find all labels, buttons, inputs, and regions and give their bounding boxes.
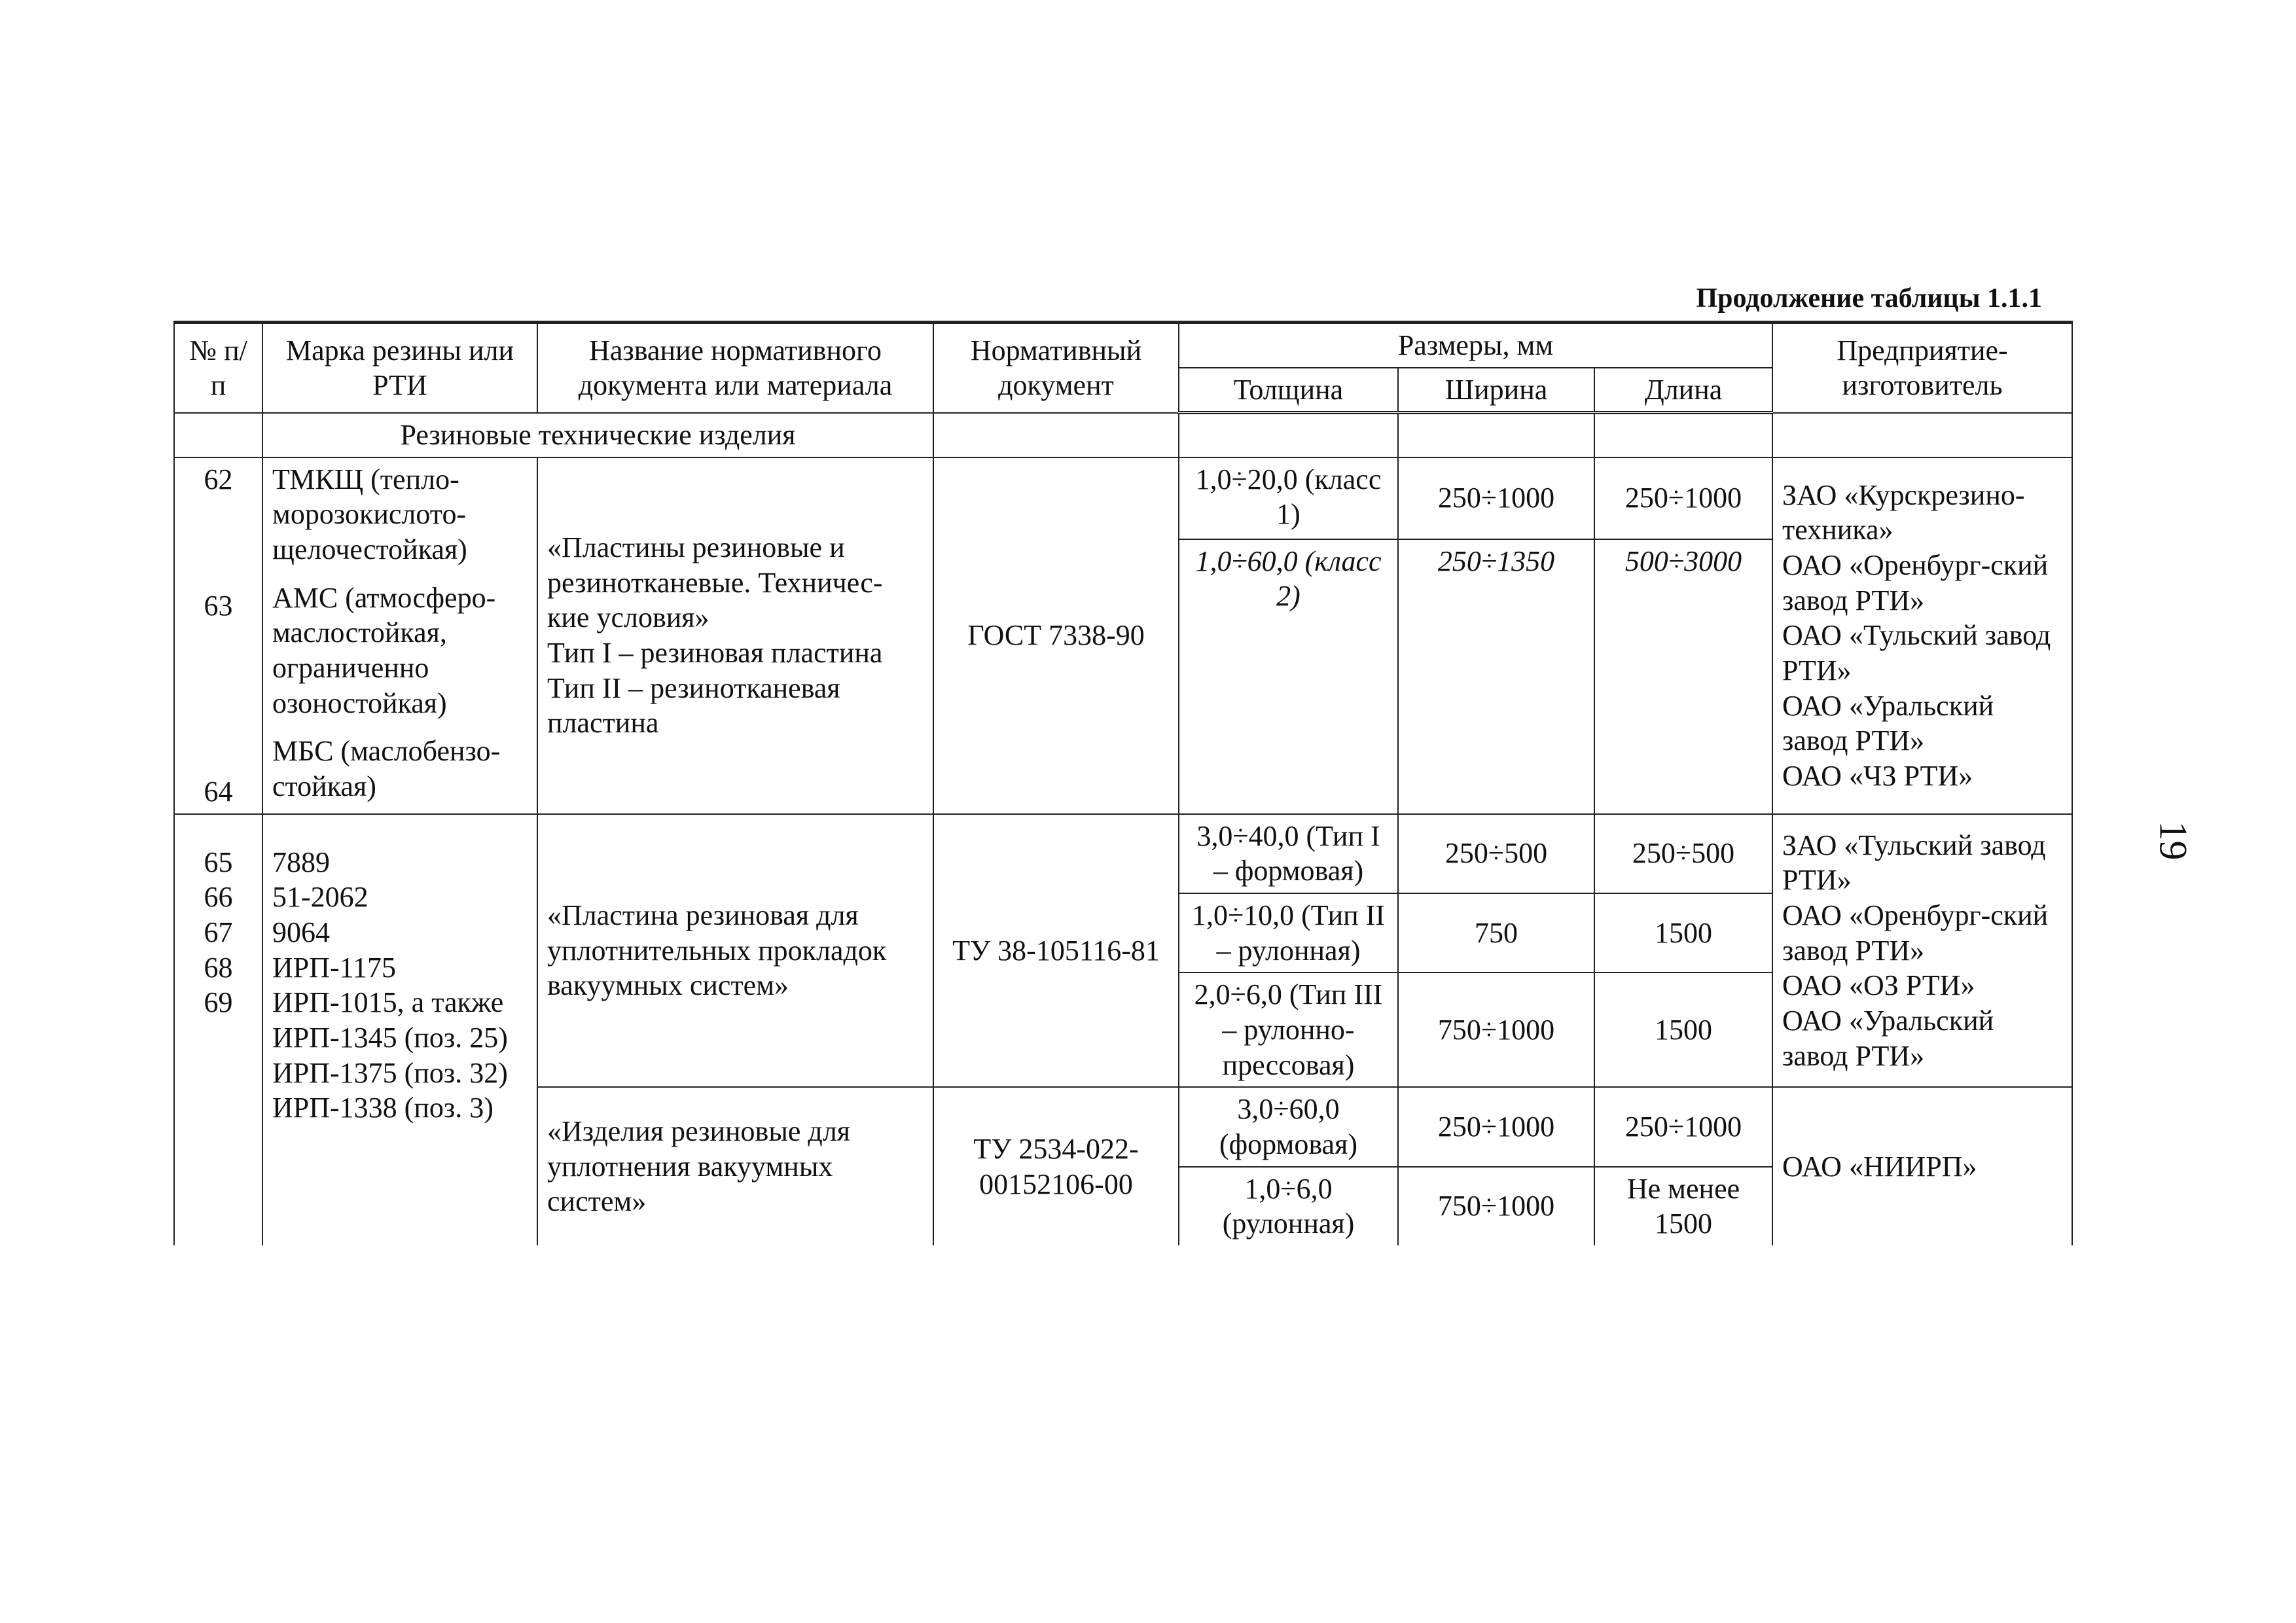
header-doc-name: Название нормативного документа или материала <box>537 323 933 413</box>
length-cell: Не менее 1500 <box>1594 1167 1772 1245</box>
block2-nums: 65 66 67 68 69 <box>174 814 262 1245</box>
thickness-cell: 3,0÷40,0 (Тип I – формовая) <box>1179 814 1398 893</box>
width-cell: 250÷1000 <box>1398 1087 1594 1166</box>
width-cell: 250÷500 <box>1398 814 1594 893</box>
block2-norm-doc: ТУ 38-105116-81 <box>933 814 1179 1088</box>
length-cell: 1500 <box>1594 972 1772 1087</box>
block3-maker: ОАО «НИИРП» <box>1772 1087 2072 1245</box>
table-row <box>174 457 2072 539</box>
header-norm-doc: Нормативный документ <box>933 323 1179 413</box>
block3-doc-name: «Изделия резиновые для уплотнения вакуумных систем» <box>537 1087 933 1245</box>
header-sizes: Размеры, мм <box>1179 323 1772 368</box>
thickness-cell: 1,0÷10,0 (Тип II – рулонная) <box>1179 893 1398 972</box>
thickness-cell: 1,0÷20,0 (класс 1) <box>1179 457 1398 539</box>
header-maker: Предприятие-изготовитель <box>1772 323 2072 413</box>
thickness-cell: 1,0÷6,0 (рулонная) <box>1179 1167 1398 1245</box>
length-cell: 1500 <box>1594 893 1772 972</box>
header-thickness: Толщина <box>1179 368 1398 413</box>
length-cell: 250÷1000 <box>1594 457 1772 539</box>
section-title: Резиновые технические изделия <box>262 413 933 457</box>
width-cell: 750÷1000 <box>1398 1167 1594 1245</box>
header-row-1 <box>174 323 2072 368</box>
rubber-products-table <box>173 321 2073 1245</box>
thickness-cell: 3,0÷60,0 (формовая) <box>1179 1087 1398 1166</box>
block1-doc-name: «Пластины резиновые и резинотканевые. Техничес-кие условия» Тип I – резиновая пластина Тип II – резинотканевая пластина <box>537 457 933 814</box>
header-length: Длина <box>1594 368 1772 413</box>
thickness-cell: 2,0÷6,0 (Тип III – рулонно-прессовая) <box>1179 972 1398 1087</box>
thickness-cell: 1,0÷60,0 (класс 2) <box>1179 539 1398 814</box>
width-cell: 750 <box>1398 893 1594 972</box>
block2-doc-name: «Пластина резиновая для уплотнительных прокладок вакуумных систем» <box>537 814 933 1088</box>
block1-brands: ТМКЩ (тепло-морозокислото-щелочестойкая) АМС (атмосферо-маслостойкая, ограниченно озоностойкая) МБС (маслобензо-стойкая) <box>262 457 537 814</box>
block1-nums: 62 63 64 <box>174 457 262 814</box>
table-row <box>174 814 2072 893</box>
header-num: № п/п <box>174 323 262 413</box>
section-row <box>174 413 2072 457</box>
block1-makers: ЗАО «Курскрезино-техника» ОАО «Оренбург-ский завод РТИ» ОАО «Тульский завод РТИ» ОАО «Уральский завод РТИ» ОАО «ЧЗ РТИ» <box>1772 457 2072 814</box>
length-cell: 250÷1000 <box>1594 1087 1772 1166</box>
length-cell: 250÷500 <box>1594 814 1772 893</box>
page-number: 19 <box>2151 821 2195 861</box>
block1-norm-doc: ГОСТ 7338-90 <box>933 457 1179 814</box>
width-cell: 250÷1350 <box>1398 539 1594 814</box>
width-cell: 250÷1000 <box>1398 457 1594 539</box>
header-width: Ширина <box>1398 368 1594 413</box>
block3-norm-doc: ТУ 2534-022-00152106-00 <box>933 1087 1179 1245</box>
length-cell: 500÷3000 <box>1594 539 1772 814</box>
width-cell: 750÷1000 <box>1398 972 1594 1087</box>
header-brand: Марка резины или РТИ <box>262 323 537 413</box>
block2-brands: 7889 51-2062 9064 ИРП-1175 ИРП-1015, а также ИРП-1345 (поз. 25) ИРП-1375 (поз. 32) ИРП-1338 (поз. 3) <box>262 814 537 1245</box>
block2-makers: ЗАО «Тульский завод РТИ» ОАО «Оренбург-ский завод РТИ» ОАО «ОЗ РТИ» ОАО «Уральский завод РТИ» <box>1772 814 2072 1088</box>
table-caption: Продолжение таблицы 1.1.1 <box>1696 283 2042 313</box>
